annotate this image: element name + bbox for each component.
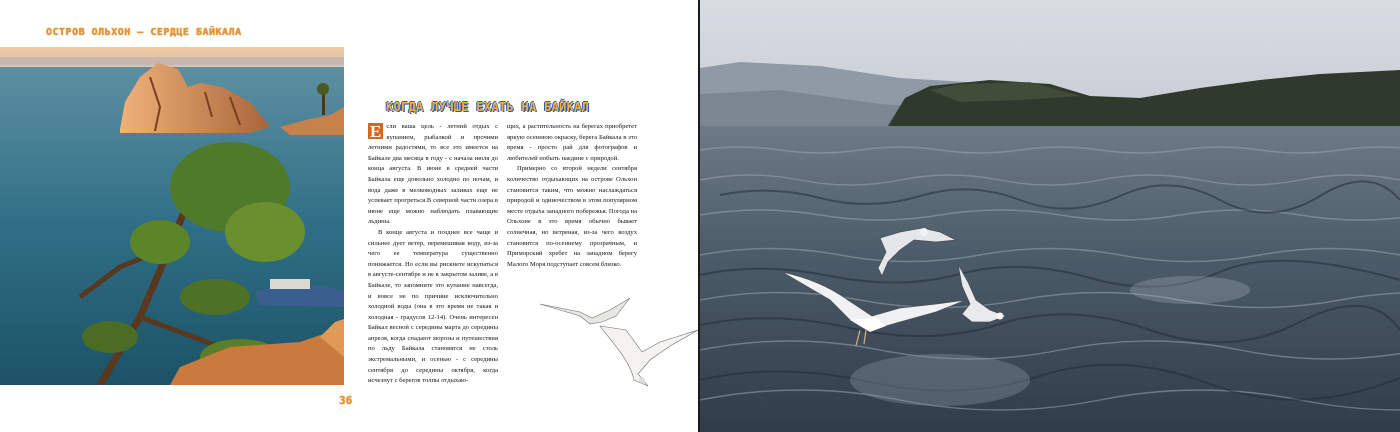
paragraph: Примерно со второй недели сентября количество отдыхающих на острове Ольхон становится таким, что можно наслаждаться природой и одиночеством в этом популярном месте отдыха западного побережья. Погода на Ольхоне в это время обычно бывает солнечная, но ветреная, из-за чего воздух становится по-осеннему прозрачным, и Приморский хребет на западном берегу Малого Моря подступает совсем близко. [507, 165, 638, 268]
text-column-1 [368, 122, 498, 387]
article-title: КОГДА ЛУЧШЕ ЕХАТЬ НА БАЙКАЛ [386, 100, 590, 114]
shaman-rock-photo [0, 47, 344, 385]
seagulls-illustration [530, 290, 698, 400]
drop-cap: Е [370, 122, 382, 141]
paragraph: щих, а растительность на берегах приобретет яркую осеннюю окраску, берега Байкала в это время - просто рай для фотографов и любителей побыть наедине с природой. [507, 123, 637, 162]
paragraph: В конце августа и позднее все чаще и сильнее дует ветер, перемешивая воду, из-за чего ее температура существенно понижается. Но если вы рискнете искупаться в августе-сентябре и не в закрытом заливе, а в Байкале, то запомните это купание навсегда, и вовсе не по причине исключительно холодной воды (она в это время не такая и холодная - градусов 12-14). Очень интересен Байкал весной с середины марта до середины апреля, когда спадают морозы и путешествия по льду Байкала становятся не столь экстремальными, и осенью - с середины сентября до середины октября, когда исчезнут с берегов толпы отдыхаю- [368, 228, 498, 385]
paragraph: Е сли ваша цель - летний отдых с купанием, рыбалкой и прочими летними радостями, то все это имеется на Байкале два месяца в году - с начала июля до конца августа. В июне в средней части Байкала еще довольно холодно по ночам, и вода даже в мелководных заливах еще не успевает прогреться.В северной части озера в июне еще можно наблюдать плавающие льдины. [368, 122, 498, 226]
left-page [0, 0, 698, 432]
text-column-2 [507, 122, 637, 270]
baikal-waves-photo [700, 0, 1400, 432]
running-header: ОСТРОВ ОЛЬХОН — СЕРДЦЕ БАЙКАЛА [46, 27, 242, 38]
page-number: 36 [339, 394, 353, 407]
